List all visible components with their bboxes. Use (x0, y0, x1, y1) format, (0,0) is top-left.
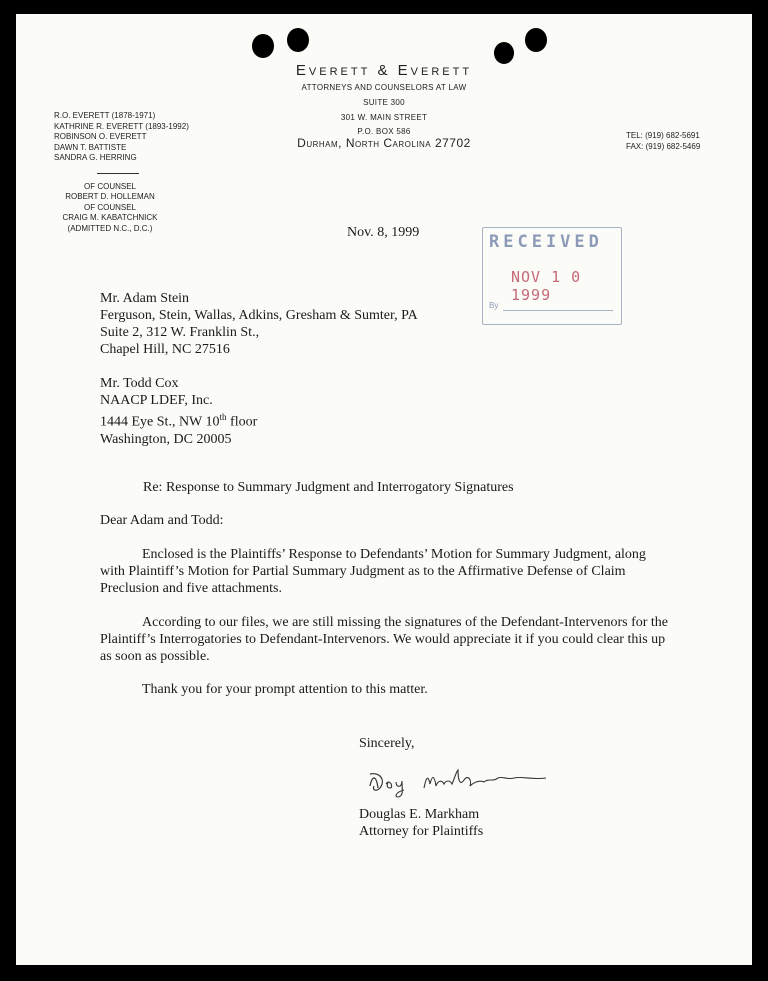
partner-name: SANDRA G. HERRING (54, 153, 137, 162)
address-line (100, 409, 257, 431)
subject-line: Re: Response to Summary Judgment and Interrogatory Signatures (143, 480, 514, 495)
address-line: Mr. Adam Stein (100, 291, 190, 306)
signer-title: Attorney for Plaintiffs (359, 824, 484, 839)
letter-date: Nov. 8, 1999 (347, 225, 420, 240)
recipient-address (100, 375, 257, 448)
ordinal-suffix: th (219, 412, 227, 422)
body-paragraph: According to our files, we are still missing the signatures of the Defendant-Intervenors for the Plaintiff’s Interrogatories to Defendant-Intervenors. We would appreciate it if you could clear this up as soon as possible. (100, 615, 669, 664)
partner-name: KATHRINE R. EVERETT (1893-1992) (54, 121, 189, 131)
stamp-by: By (489, 301, 499, 310)
divider (97, 173, 139, 174)
stamp-date: NOV 1 0 1999 (511, 268, 582, 304)
firm-suite: SUITE 300 (363, 98, 405, 107)
address-line: Mr. Todd Cox (100, 376, 179, 391)
firm-city: Durham, North Carolina 27702 (297, 136, 471, 150)
closing: Sincerely, (359, 736, 415, 751)
contact-info (626, 131, 700, 152)
stamp-signature-line (503, 310, 613, 311)
recipient-address (100, 290, 418, 358)
firm-tagline: ATTORNEYS AND COUNSELORS AT LAW (301, 83, 467, 92)
letter-page (16, 14, 752, 965)
punch-hole (252, 34, 274, 58)
address-line: Ferguson, Stein, Wallas, Adkins, Gresham & Sumter, PA (100, 308, 418, 323)
firm-po-box: P.O. BOX 586 (357, 127, 411, 136)
firm-street: 301 W. MAIN STREET (340, 113, 428, 122)
punch-hole (525, 28, 547, 52)
stamp-label: RECEIVED (489, 232, 603, 252)
address-line: NAACP LDEF, Inc. (100, 393, 213, 408)
counsel-line: OF COUNSEL (83, 181, 136, 191)
street-suffix: floor (226, 414, 258, 430)
salutation: Dear Adam and Todd: (100, 513, 224, 528)
of-counsel-list (54, 182, 166, 235)
partner-name: DAWN T. BATTISTE (54, 142, 127, 152)
counsel-line: (ADMITTED N.C., D.C.) (67, 223, 153, 233)
address-line: Chapel Hill, NC 27516 (100, 342, 230, 357)
partner-name: ROBINSON O. EVERETT (54, 132, 147, 141)
street-prefix: 1444 Eye St., NW 10 (100, 414, 220, 430)
counsel-line: OF COUNSEL (83, 202, 136, 212)
firm-name: Everett & Everett (295, 62, 473, 79)
address-line: Suite 2, 312 W. Franklin St., (100, 325, 260, 340)
handwritten-signature (366, 766, 556, 800)
punch-hole (287, 28, 309, 52)
punch-hole (494, 42, 514, 64)
counsel-line: ROBERT D. HOLLEMAN (65, 192, 155, 201)
telephone: TEL: (919) 682-5691 (626, 131, 700, 140)
counsel-line: CRAIG M. KABATCHNICK (62, 213, 158, 222)
partner-name: R.O. EVERETT (1878-1971) (54, 111, 156, 120)
body-paragraph: Enclosed is the Plaintiffs’ Response to Defendants’ Motion for Summary Judgment, along with Plaintiff’s Motion for Partial Summary Judgment as to the Affirmative Defense of Claim Preclusion and five attachments. (100, 547, 646, 596)
fax: FAX: (919) 682-5469 (626, 141, 701, 151)
received-stamp (482, 227, 622, 325)
signer-block (359, 806, 483, 840)
body-paragraph: Thank you for your prompt attention to this matter. (142, 682, 428, 697)
partners-list (54, 111, 189, 234)
signer-name: Douglas E. Markham (359, 807, 480, 822)
address-line: Washington, DC 20005 (100, 431, 232, 447)
